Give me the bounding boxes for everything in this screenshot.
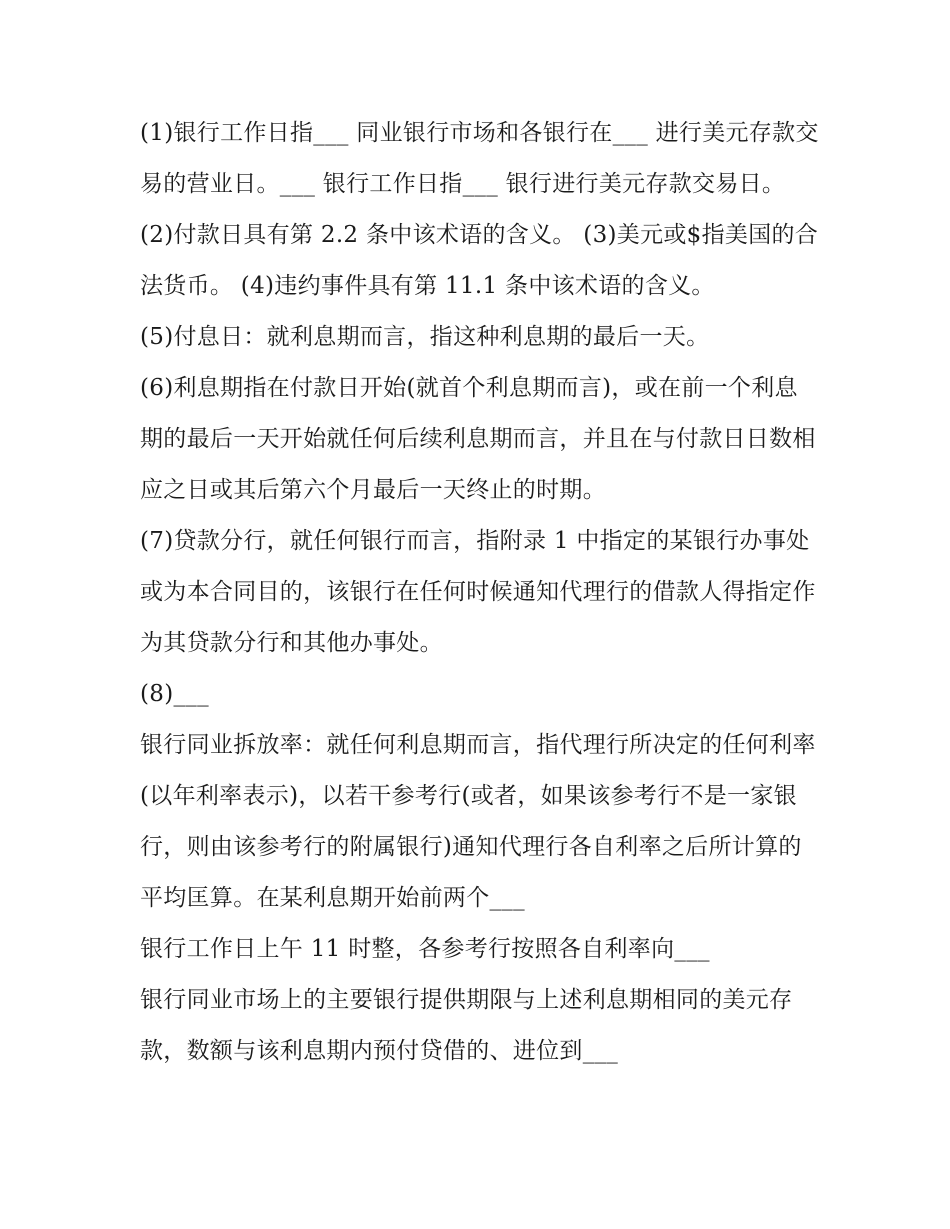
- paragraph-8-continued-2: 银行同业市场上的主要银行提供期限与上述利息期相同的美元存款，数额与该利息期内预付贷借的、进位到___: [140, 987, 793, 1064]
- paragraph-2-4-definitions: (2)付款日具有第 2.2 条中该术语的含义。 (3)美元或$指美国的合法货币。 (4)违约事件具有第 11.1 条中该术语的含义。: [140, 222, 819, 299]
- document-body: [140, 108, 820, 1077]
- paragraph-7-lending-office: (7)贷款分行，就任何银行而言，指附录 1 中指定的某银行办事处或为本合同目的，该银行在任何时候通知代理行的借款人得指定作为其贷款分行和其他办事处。: [140, 528, 816, 656]
- paragraph-1-banking-day: (1)银行工作日指___ 同业银行市场和各银行在___ 进行美元存款交易的营业日。___ 银行工作日指___ 银行进行美元存款交易日。: [140, 120, 819, 197]
- paragraph-8-interbank-rate: 银行同业拆放率：就任何利息期而言，指代理行所决定的任何利率(以年利率表示)，以若干参考行(或者，如果该参考行不是一家银行，则由该参考行的附属银行)通知代理行各自利率之后所计算的平均匡算。在某利息期开始前两个___: [140, 732, 816, 911]
- paragraph-8-continued-1: 银行工作日上午 11 时整，各参考行按照各自利率向___: [140, 936, 710, 962]
- paragraph-8-heading: (8)___: [140, 681, 209, 707]
- paragraph-5-interest-payment-date: (5)付息日：就利息期而言，指这种利息期的最后一天。: [140, 324, 710, 350]
- paragraph-6-interest-period: (6)利息期指在付款日开始(就首个利息期而言)，或在前一个利息期的最后一天开始就任何后续利息期而言，并且在与付款日日数相应之日或其后第六个月最后一天终止的时期。: [140, 375, 816, 503]
